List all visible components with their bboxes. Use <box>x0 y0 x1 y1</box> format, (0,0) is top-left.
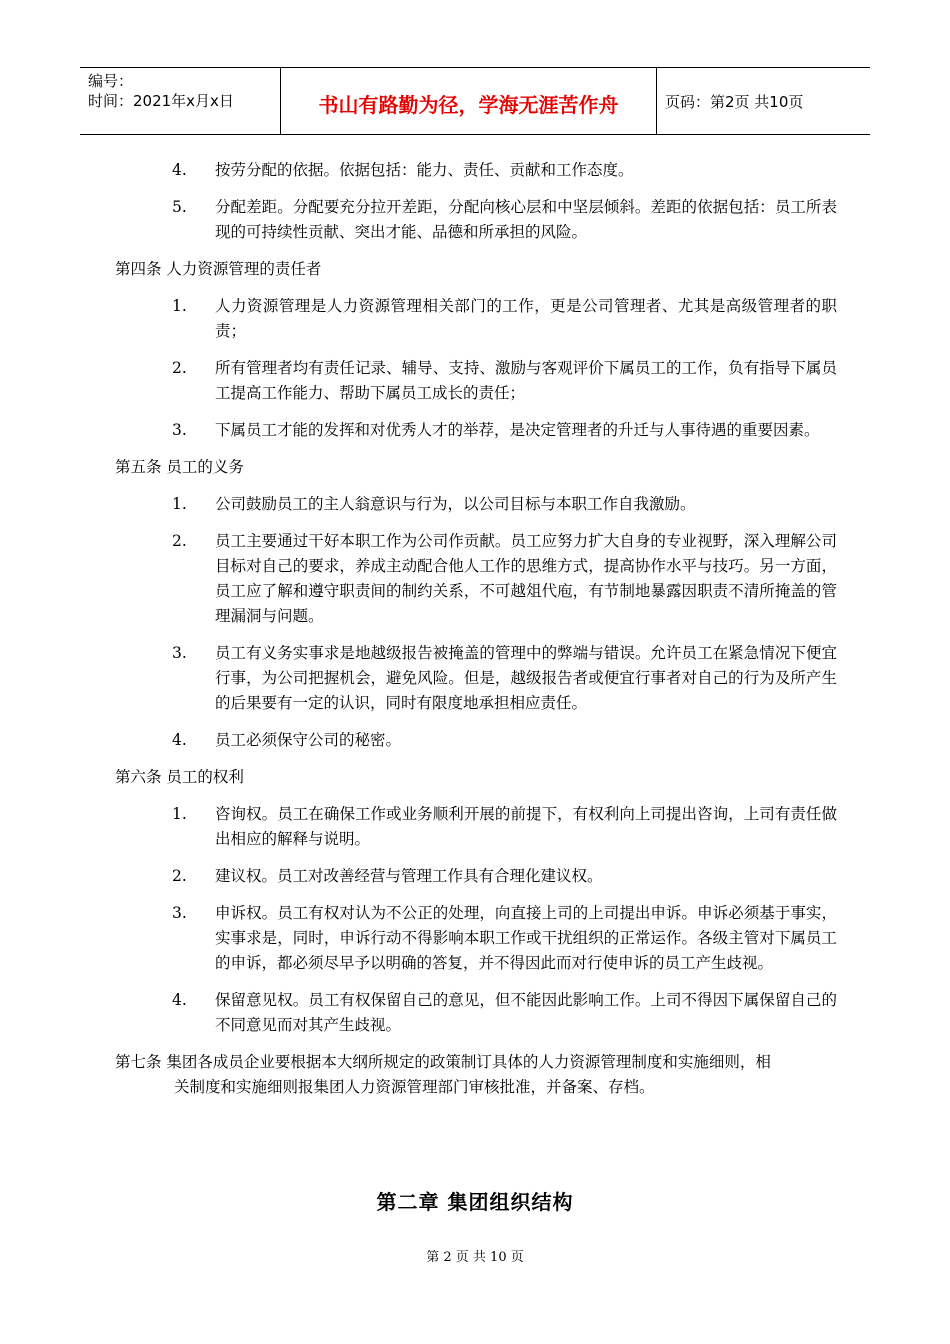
list-item <box>172 641 837 716</box>
list-item-text: 员工必须保守公司的秘密。 <box>215 731 402 749</box>
list-item-text: 保留意见权。员工有权保留自己的意见，但不能因此影响工作。上司不得因下属保留自己的不同意见而对其产生歧视。 <box>215 991 837 1034</box>
list-item <box>172 988 837 1038</box>
list-item <box>172 418 837 443</box>
list-item-text: 人力资源管理是人力资源管理相关部门的工作，更是公司管理者、尤其是高级管理者的职责； <box>215 297 837 340</box>
list-item-text: 员工主要通过干好本职工作为公司作贡献。员工应努力扩大自身的专业视野，深入理解公司目标对自己的要求，养成主动配合他人工作的思维方式，提高协作水平与技巧。另一方面，员工应了解和遵守职责间的制约关系，不可越俎代庖，有节制地暴露因职责不清所掩盖的管理漏洞与问题。 <box>215 532 837 625</box>
list-item-text: 按劳分配的依据。依据包括：能力、责任、贡献和工作态度。 <box>215 161 634 179</box>
page-header <box>80 67 870 135</box>
list-item <box>172 158 837 183</box>
article-7-paragraph <box>115 1050 837 1100</box>
list-item-number: 3. <box>172 904 187 922</box>
list-item-text: 分配差距。分配要充分拉开差距，分配向核心层和中坚层倾斜。差距的依据包括：员工所表现的可持续性贡献、突出才能、品德和所承担的风险。 <box>215 198 837 241</box>
list-item-text: 申诉权。员工有权对认为不公正的处理，向直接上司的上司提出申诉。申诉必须基于事实，实事求是，同时，申诉行动不得影响本职工作或干扰组织的正常运作。各级主管对下属员工的申诉，都必须尽早予以明确的答复，并不得因此而对行使申诉的员工产生歧视。 <box>215 904 837 972</box>
list-item-number: 4. <box>172 161 187 179</box>
article-7-continuation: 关制度和实施细则报集团人力资源管理部门审核批准，并备案、存档。 <box>174 1078 655 1096</box>
list-item-text: 所有管理者均有责任记录、辅导、支持、激励与客观评价下属员工的工作，负有指导下属员工提高工作能力、帮助下属员工成长的责任； <box>215 359 837 402</box>
list-item-number: 1. <box>172 297 187 315</box>
chapter-title: 第二章 集团组织结构 <box>376 1190 574 1214</box>
list-item-number: 3. <box>172 421 187 439</box>
header-motto: 书山有路勤为径，学海无涯苦作舟 <box>281 68 657 134</box>
list-item <box>172 864 837 889</box>
list-item-text: 咨询权。员工在确保工作或业务顺利开展的前提下，有权利向上司提出咨询，上司有责任做出相应的解释与说明。 <box>215 805 837 848</box>
list-item-number: 1. <box>172 495 187 513</box>
list-item <box>172 802 837 852</box>
list-item-number: 3. <box>172 644 187 662</box>
list-item-number: 4. <box>172 991 187 1009</box>
list-item-number: 4. <box>172 731 187 749</box>
article-heading-6: 第六条 员工的权利 <box>115 768 244 786</box>
list-item-text: 建议权。员工对改善经营与管理工作具有合理化建议权。 <box>215 867 603 885</box>
list-item <box>172 356 837 406</box>
list-item-text: 公司鼓励员工的主人翁意识与行为，以公司目标与本职工作自我激励。 <box>215 495 696 513</box>
list-item <box>172 195 837 245</box>
document-body <box>0 158 950 1100</box>
list-item <box>172 728 837 753</box>
header-meta-cell <box>80 68 281 134</box>
list-item-number: 1. <box>172 805 187 823</box>
list-item-text: 员工有义务实事求是地越级报告被掩盖的管理中的弊端与错误。允许员工在紧急情况下便宜行事，为公司把握机会，避免风险。但是，越级报告者或便宜行事者对自己的行为及所产生的后果要有一定的认识，同时有限度地承担相应责任。 <box>215 644 837 712</box>
list-item <box>172 529 837 629</box>
list-item <box>172 492 837 517</box>
article-7-first-line: 第七条 集团各成员企业要根据本大纲所规定的政策制订具体的人力资源管理制度和实施细则，相 <box>115 1053 771 1071</box>
list-item <box>172 294 837 344</box>
header-page-info: 页码：第2页 共10页 <box>665 92 804 111</box>
article-heading-4: 第四条 人力资源管理的责任者 <box>115 260 322 278</box>
list-item <box>172 901 837 976</box>
page-footer: 第 2 页 共 10 页 <box>426 1250 524 1265</box>
document-time-label: 时间：2021年x月x日 <box>88 92 234 110</box>
list-item-number: 5. <box>172 198 187 216</box>
list-item-number: 2. <box>172 359 187 377</box>
document-number-label: 编号： <box>88 72 134 90</box>
list-item-number: 2. <box>172 867 187 885</box>
list-item-number: 2. <box>172 532 187 550</box>
list-item-text: 下属员工才能的发挥和对优秀人才的举荐，是决定管理者的升迁与人事待遇的重要因素。 <box>215 421 820 439</box>
article-heading-5: 第五条 员工的义务 <box>115 458 244 476</box>
